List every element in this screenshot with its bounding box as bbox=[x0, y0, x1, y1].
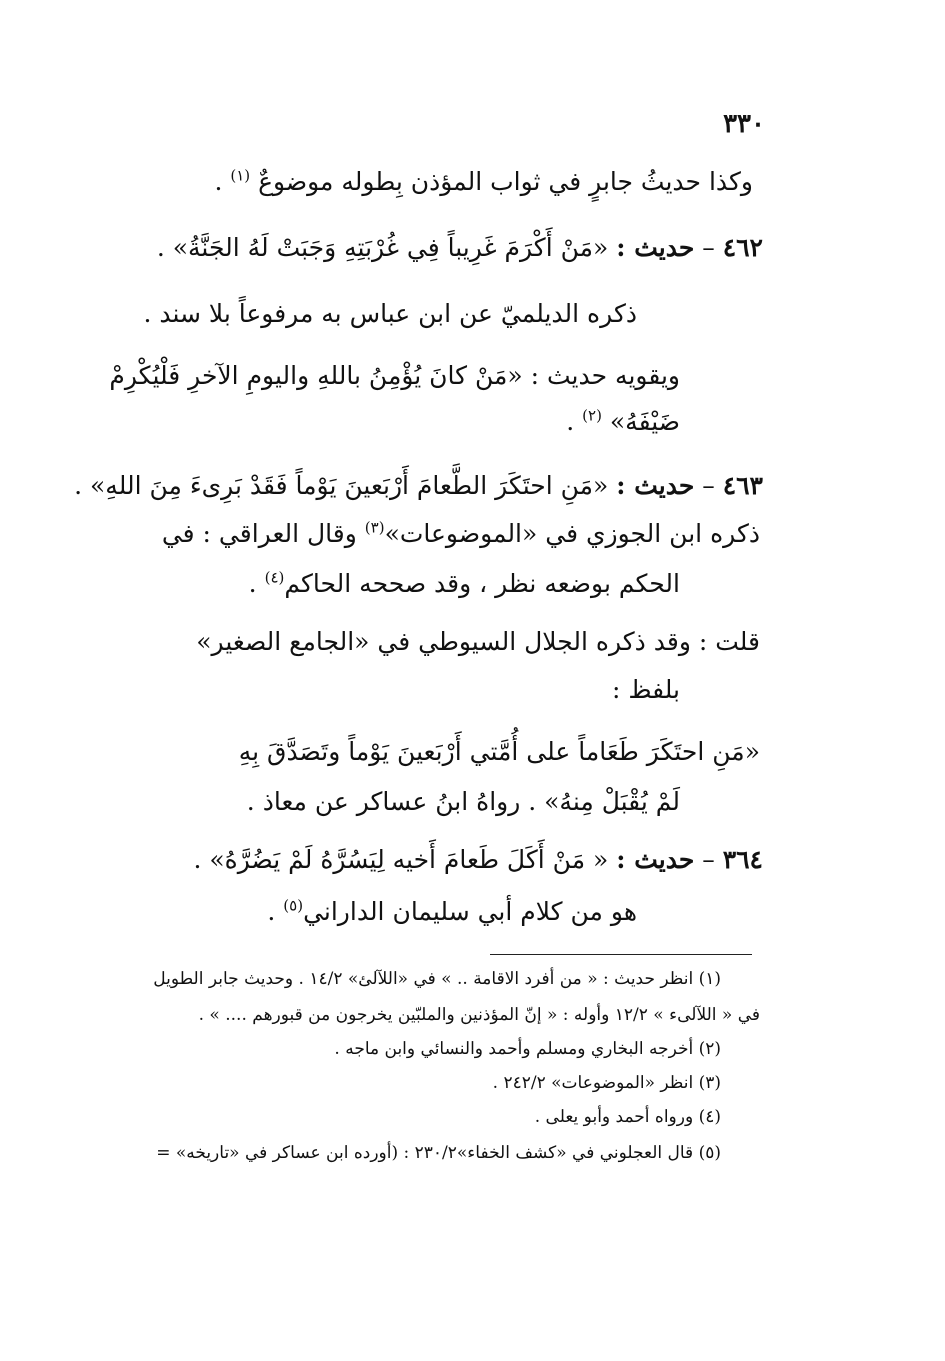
hadith-heading-462: ٤٦٢ – حديث : «مَنْ أَكْرَمَ غَرِيباً فِي غُرْبَتِهِ وَجَبَتْ لَهُ الجَنَّةُ» . bbox=[156, 233, 763, 262]
footnote-1-continued: في « اللآلىء » ١٢/٢ وأوله : « إنّ المؤذنين والملبّين يخرجون من قبورهم .... » . bbox=[198, 1005, 760, 1025]
text-line: ذكره الديلميّ عن ابن عباس به مرفوعاً بلا سند . bbox=[143, 299, 637, 328]
footnote-4: (٤) ورواه أحمد وأبو يعلى . bbox=[534, 1107, 721, 1127]
text-line: قلت : وقد ذكره الجلال السيوطي في «الجامع الصغير» bbox=[196, 627, 760, 656]
text-line: لَمْ يُقْبَلْ مِنهُ» . رواهُ ابنُ عساكر عن معاذ . bbox=[246, 787, 680, 816]
text-line: هو من كلام أبي سليمان الداراني$^{(٥)}$ . bbox=[267, 896, 637, 926]
page-number: ٣٣٠ bbox=[723, 109, 765, 139]
text-line: ضَيْفَهُ» $^{(٢)}$ . bbox=[566, 406, 680, 436]
hadith-heading-364: ٣٦٤ – حديث : « مَنْ أَكَلَ طَعامَ أَخيه لِيَسُرَّهُ لَمْ يَضُرَّهُ» . bbox=[193, 845, 763, 874]
hadith-number: ٣٦٤ bbox=[722, 845, 763, 874]
hadith-text: « مَنْ أَكَلَ طَعامَ أَخيه لِيَسُرَّهُ لَمْ يَضُرَّهُ» . bbox=[193, 845, 609, 874]
text-line: ذكره ابن الجوزي في «الموضوعات»$^{(٣)}$ وقال العراقي : في bbox=[161, 518, 760, 548]
hadith-text: «مَنْ أَكْرَمَ غَرِيباً فِي غُرْبَتِهِ وَجَبَتْ لَهُ الجَنَّةُ» . bbox=[156, 233, 609, 262]
footnote-5: (٥) قال العجلوني في «كشف الخفاء»٢٣٠/٢ : (أورده ابن عساكر في «تاريخه» = bbox=[156, 1143, 721, 1163]
text-line: «مَنِ احتَكَرَ طَعَاماً على أُمَّتي أَرْبَعينَ يَوْماً وتَصَدَّقَ بِهِ bbox=[238, 737, 760, 766]
hadith-label: حديث : bbox=[616, 845, 695, 874]
hadith-label: حديث : bbox=[616, 471, 695, 500]
text-line: الحكم بوضعه نظر ، وقد صححه الحاكم$^{(٤)}$ . bbox=[248, 568, 680, 598]
footnote-2: (٢) أخرجه البخاري ومسلم وأحمد والنسائي وابن ماجه . bbox=[334, 1039, 721, 1059]
text-line: وكذا حديثُ جابرٍ في ثواب المؤذن بِطوله موضوعٌ $^{(١)}$ . bbox=[214, 166, 753, 196]
footnote-separator bbox=[490, 954, 752, 955]
hadith-text: «مَنِ احتَكَرَ الطَّعامَ أَرْبَعينَ يَوْماً فَقَدْ بَرِىءَ مِنَ اللهِ» . bbox=[74, 471, 609, 500]
hadith-number: ٤٦٣ bbox=[722, 471, 763, 500]
footnote-1: (١) انظر حديث : « من أفرد الاقامة .. » في «اللآلئ» ١٤/٢ . وحديث جابر الطويل bbox=[153, 969, 721, 989]
text-line: ويقويه حديث : «مَنْ كانَ يُؤْمِنُ باللهِ واليومِ الآخرِ فَلْيُكْرِمْ bbox=[109, 361, 680, 390]
footnote-3: (٣) انظر «الموضوعات» ٢٤٢/٢ . bbox=[492, 1073, 721, 1093]
hadith-heading-463: ٤٦٣ – حديث : «مَنِ احتَكَرَ الطَّعامَ أَرْبَعينَ يَوْماً فَقَدْ بَرِىءَ مِنَ اللهِ» . bbox=[74, 471, 763, 500]
hadith-label: حديث : bbox=[616, 233, 695, 262]
text-line: بلفظ : bbox=[612, 675, 680, 704]
hadith-number: ٤٦٢ bbox=[722, 233, 763, 262]
